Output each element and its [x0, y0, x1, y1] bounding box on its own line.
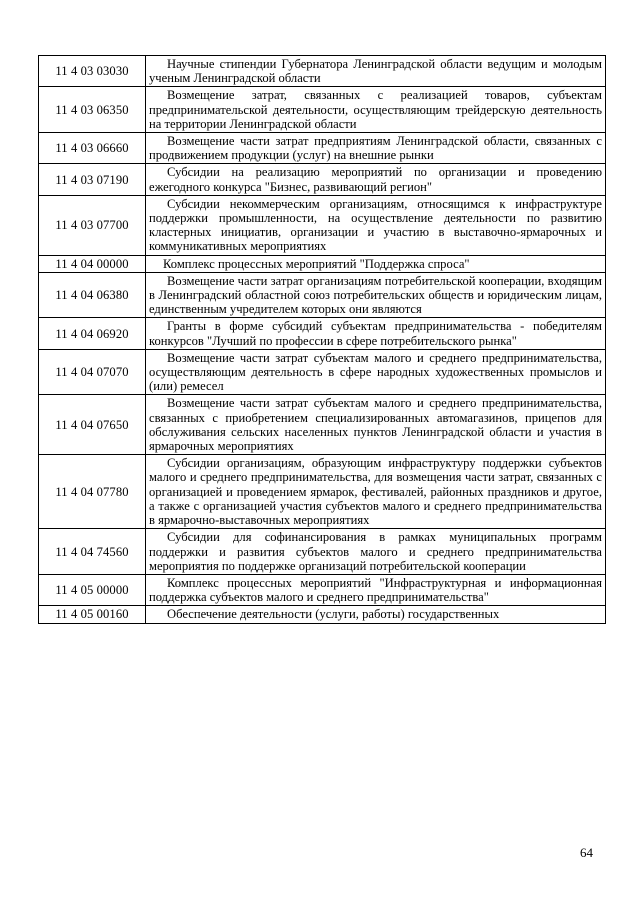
table-row	[39, 574, 606, 605]
code-cell: 11 4 04 07780	[39, 455, 146, 529]
code-cell: 11 4 04 06920	[39, 318, 146, 349]
table-row	[39, 606, 606, 623]
description-cell: Субсидии некоммерческим организациям, относящимся к инфраструктуре поддержки промышленности, на осуществление деятельности по развитию кластерных инициатив, организации и участию в выставочно-ярмарочных и коммуникативных мероприятиях	[146, 195, 606, 255]
description-cell: Возмещение части затрат предприятиям Ленинградской области, связанных с продвижением продукции (услуг) на внешние рынки	[146, 133, 606, 164]
code-cell: 11 4 04 74560	[39, 529, 146, 575]
description-cell: Возмещение затрат, связанных с реализацией товаров, субъектам предпринимательской деятельности, осуществляющим трейдерскую деятельность на территории Ленинградской области	[146, 87, 606, 133]
code-cell: 11 4 03 06660	[39, 133, 146, 164]
code-cell: 11 4 03 03030	[39, 56, 146, 87]
table-row	[39, 455, 606, 529]
code-cell: 11 4 05 00160	[39, 606, 146, 623]
table-row	[39, 87, 606, 133]
table-row	[39, 529, 606, 575]
description-cell: Субсидии на реализацию мероприятий по организации и проведению ежегодного конкурса "Бизнес, развивающий регион"	[146, 164, 606, 195]
table-row	[39, 164, 606, 195]
description-cell: Гранты в форме субсидий субъектам предпринимательства - победителям конкурсов "Лучший по профессии в сфере потребительского рынка"	[146, 318, 606, 349]
description-cell: Комплекс процессных мероприятий "Поддержка спроса"	[146, 255, 606, 272]
description-cell: Обеспечение деятельности (услуги, работы) государственных	[146, 606, 606, 623]
table-row	[39, 272, 606, 318]
table-row	[39, 255, 606, 272]
page-number: 64	[580, 845, 593, 860]
table-row	[39, 318, 606, 349]
description-cell: Возмещение части затрат организациям потребительской кооперации, входящим в Ленинградский областной союз потребительских обществ и юридическим лицам, единственным учредителем которых они являются	[146, 272, 606, 318]
code-cell: 11 4 03 06350	[39, 87, 146, 133]
code-cell: 11 4 04 07070	[39, 349, 146, 395]
table-row	[39, 195, 606, 255]
table-row	[39, 349, 606, 395]
description-cell: Научные стипендии Губернатора Ленинградской области ведущим и молодым ученым Ленинградской области	[146, 56, 606, 87]
table-row	[39, 133, 606, 164]
table-row	[39, 395, 606, 455]
code-cell: 11 4 04 00000	[39, 255, 146, 272]
code-cell: 11 4 05 00000	[39, 574, 146, 605]
description-cell: Возмещение части затрат субъектам малого и среднего предпринимательства, связанных с приобретением специализированных автомагазинов, прицепов для обслуживания сельских населенных пунктов Ленинградской области и участия в ярмарочных мероприятиях	[146, 395, 606, 455]
description-cell: Комплекс процессных мероприятий "Инфраструктурная и информационная поддержка субъектов малого и среднего предпринимательства"	[146, 574, 606, 605]
table-row	[39, 56, 606, 87]
code-cell: 11 4 03 07190	[39, 164, 146, 195]
description-cell: Возмещение части затрат субъектам малого и среднего предпринимательства, осуществляющим деятельность в сфере народных художественных промыслов и (или) ремесел	[146, 349, 606, 395]
description-cell: Субсидии для софинансирования в рамках муниципальных программ поддержки и развития субъектов малого и среднего предпринимательства мероприятия по поддержке организаций потребительской кооперации	[146, 529, 606, 575]
code-cell: 11 4 04 07650	[39, 395, 146, 455]
code-cell: 11 4 04 06380	[39, 272, 146, 318]
budget-codes-table	[38, 55, 606, 624]
description-cell: Субсидии организациям, образующим инфраструктуру поддержки субъектов малого и среднего предпринимательства, для возмещения части затрат, связанных с организацией и проведением ярмарок, фестивалей, районных праздников и другое, а также с организацией участия субъектов малого и среднего предпринимательства в ярмарочно-выставочных мероприятиях	[146, 455, 606, 529]
code-cell: 11 4 03 07700	[39, 195, 146, 255]
